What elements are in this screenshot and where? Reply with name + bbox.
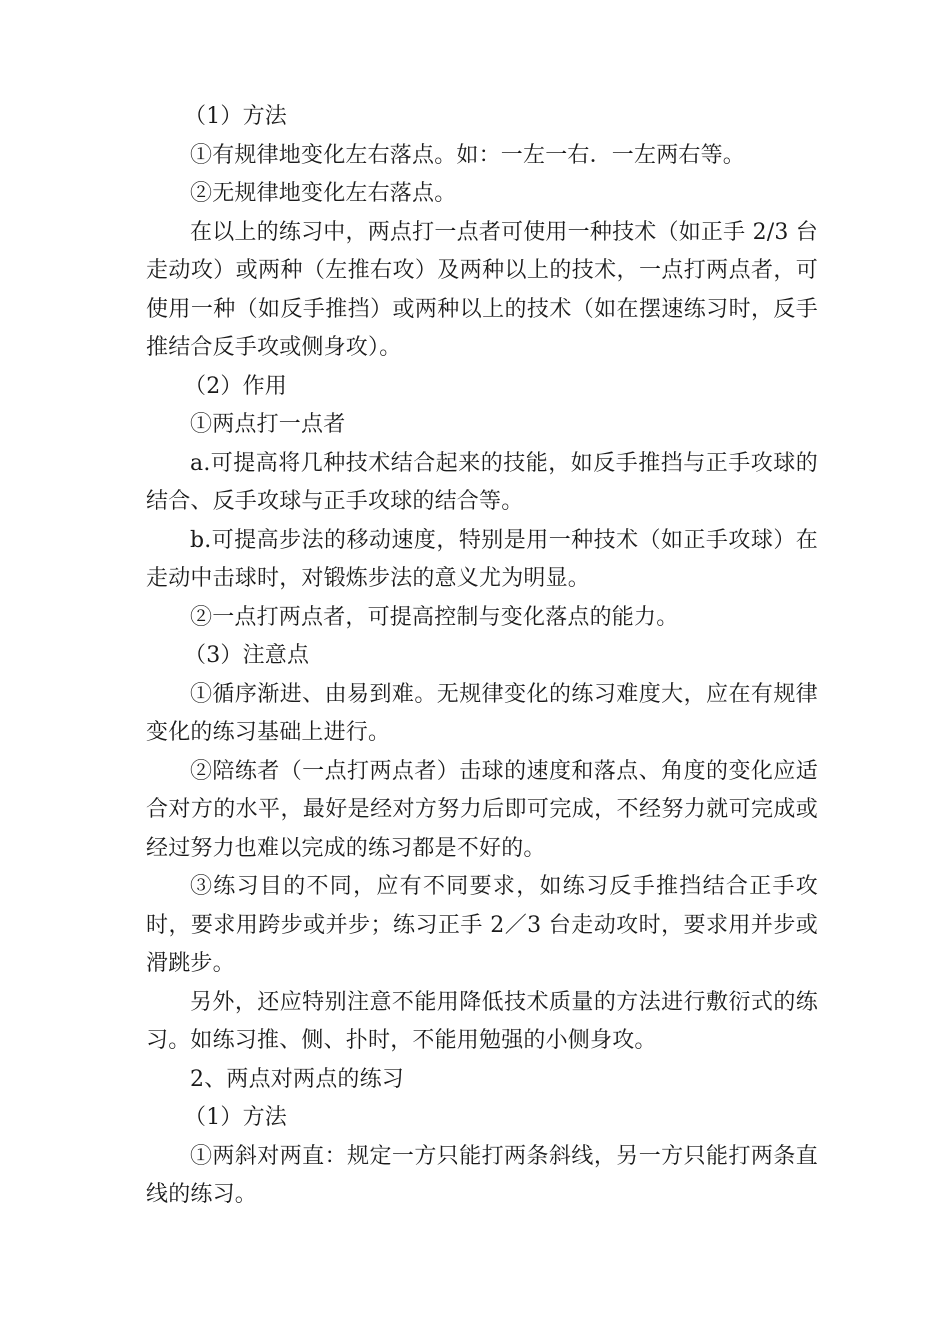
paragraph-techniques-used: 在以上的练习中，两点打一点者可使用一种技术（如正手 2/3 台走动攻）或两种（左推右攻）及两种以上的技术，一点打两点者，可使用一种（如反手推挡）或两种以上的技术（如在摆速练习时，反手推结合反手攻或侧身攻）。 xyxy=(146,219,818,360)
paragraph-two-hit-one: ①两点打一点者 xyxy=(190,412,346,437)
paragraph-additional-note: 另外，还应特别注意不能用降低技术质量的方法进行敷衍式的练习。如练习推、侧、扑时，不能用勉强的小侧身攻。 xyxy=(146,989,818,1053)
section-heading-method: （1）方法 xyxy=(184,104,287,129)
paragraph-note-1: ①循序渐进、由易到难。无规律变化的练习难度大，应在有规律变化的练习基础上进行。 xyxy=(146,681,818,745)
paragraph-regular-variation: ①有规律地变化左右落点。如：一左一右．一左两右等。 xyxy=(190,142,746,168)
paragraph-note-2: ②陪练者（一点打两点者）击球的速度和落点、角度的变化应适合对方的水平，最好是经对方努力后即可完成，不经努力就可完成或经过努力也难以完成的练习都是不好的。 xyxy=(146,758,818,861)
section-heading-method-2: （1）方法 xyxy=(184,1105,287,1130)
document-body xyxy=(146,98,818,1215)
paragraph-one-hit-two: ②一点打两点者，可提高控制与变化落点的能力。 xyxy=(190,604,679,630)
paragraph-effect-a: a.可提高将几种技术结合起来的技能，如反手推挡与正手攻球的结合、反手攻球与正手攻球的结合等。 xyxy=(146,450,818,514)
paragraph-irregular-variation: ②无规律地变化左右落点。 xyxy=(190,181,457,206)
section-heading-notes: （3）注意点 xyxy=(184,643,310,668)
section-heading-effect: （2）作用 xyxy=(184,373,287,399)
paragraph-diagonal-vs-straight: ①两斜对两直：规定一方只能打两条斜线，另一方只能打两条直线的练习。 xyxy=(146,1143,818,1207)
paragraph-effect-b: b.可提高步法的移动速度，特别是用一种技术（如正手攻球）在走动中击球时，对锻炼步法的意义尤为明显。 xyxy=(146,527,818,591)
paragraph-note-3: ③练习目的不同，应有不同要求，如练习反手推挡结合正手攻时，要求用跨步或并步；练习正手 2／3 台走动攻时，要求用并步或滑跳步。 xyxy=(146,874,818,976)
section-heading-two-vs-two: 2、两点对两点的练习 xyxy=(190,1066,404,1092)
